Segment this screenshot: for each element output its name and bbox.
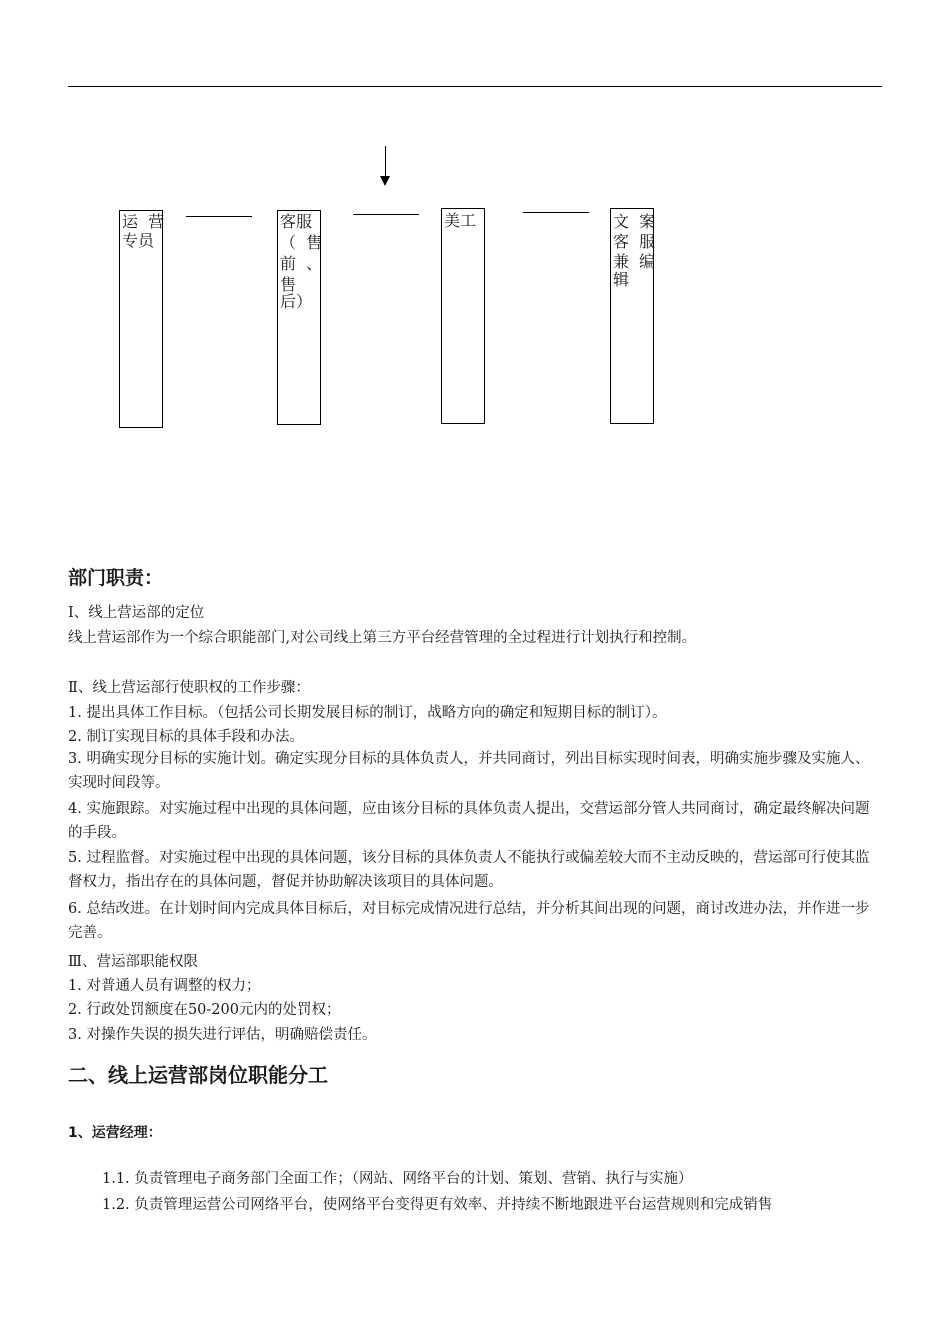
- duty-paragraph: 4. 实施跟踪。对实施过程中出现的具体问题，应由该分目标的具体负责人提出，交营运部分管人共同商讨，确定最终解决问题的手段。: [68, 801, 870, 841]
- duty-line: Ⅰ、线上营运部的定位: [68, 605, 205, 621]
- org-box-line: 文 案: [613, 212, 656, 231]
- list-item: 1.1. 负责管理电子商务部门全面工作；（网站、网络平台的计划、策划、营销、执行与实施）: [102, 1171, 693, 1187]
- duty-paragraph: 5. 过程监督。对实施过程中出现的具体问题，该分目标的具体负责人不能执行或偏差较大而不主动反映的，营运部可行使其监督权力，指出存在的具体问题，督促并协助解决该项目的具体问题。: [68, 850, 870, 890]
- list-item: 1.2. 负责管理运营公司网络平台，使网络平台变得更有效率、并持续不断地跟进平台运营规则和完成销售: [102, 1197, 773, 1213]
- org-box-line: （ 售: [280, 233, 323, 252]
- org-connector: [523, 212, 589, 213]
- org-box-customer-service: [277, 210, 321, 425]
- duty-line: 2. 制订实现目标的具体手段和办法。: [68, 729, 304, 745]
- org-connector: [353, 214, 419, 215]
- section-title: 部门职责：: [68, 567, 164, 589]
- org-box-copywriter: [610, 208, 654, 424]
- duty-line: 1. 提出具体工作目标。（包括公司长期发展目标的制订，战略方向的确定和短期目标的制订）。: [68, 705, 667, 721]
- org-box-line: 前 、: [280, 254, 323, 273]
- org-box-line: 售: [280, 275, 297, 294]
- duty-line: 1. 对普通人员有调整的权力；: [68, 978, 261, 994]
- org-box-line: 专员: [122, 231, 155, 250]
- org-box-line: 运 营: [122, 212, 165, 231]
- org-box-line: 后）: [280, 292, 313, 311]
- org-connector: [186, 216, 252, 217]
- duty-paragraph: 6. 总结改进。在计划时间内完成具体目标后，对目标完成情况进行总结，并分析其间出现的问题，商讨改进办法，并作进一步完善。: [68, 901, 870, 941]
- arrow-down-icon: [385, 146, 386, 178]
- org-box-line: 美工: [444, 211, 477, 230]
- header-rule: [68, 86, 882, 87]
- org-box-designer: [441, 208, 485, 424]
- duty-line: 线上营运部作为一个综合职能部门,对公司线上第三方平台经营管理的全过程进行计划执行和控制。: [68, 630, 697, 646]
- org-box-line: 客 服: [613, 232, 656, 251]
- duty-line: 2. 行政处罚额度在50-200元内的处罚权；: [68, 1002, 341, 1018]
- section2-title: 二、线上运营部岗位职能分工: [68, 1063, 328, 1087]
- arrow-head-icon: [380, 176, 390, 186]
- org-box-operations: [119, 210, 163, 428]
- sub-title: 1、运营经理：: [68, 1125, 162, 1141]
- org-box-line: 辑: [613, 270, 630, 289]
- org-box-line: 客服: [280, 212, 313, 231]
- org-box-line: 兼 编: [613, 252, 656, 271]
- duty-line: 3. 对操作失误的损失进行评估，明确赔偿责任。: [68, 1027, 377, 1043]
- duty-line: Ⅱ、线上营运部行使职权的工作步骤：: [68, 680, 310, 696]
- duty-line: Ⅲ、营运部职能权限: [68, 954, 198, 970]
- duty-paragraph: 3. 明确实现分目标的实施计划。确定实现分目标的具体负责人，并共同商讨，列出目标实现时间表，明确实施步骤及实施人、实现时间段等。: [68, 751, 870, 791]
